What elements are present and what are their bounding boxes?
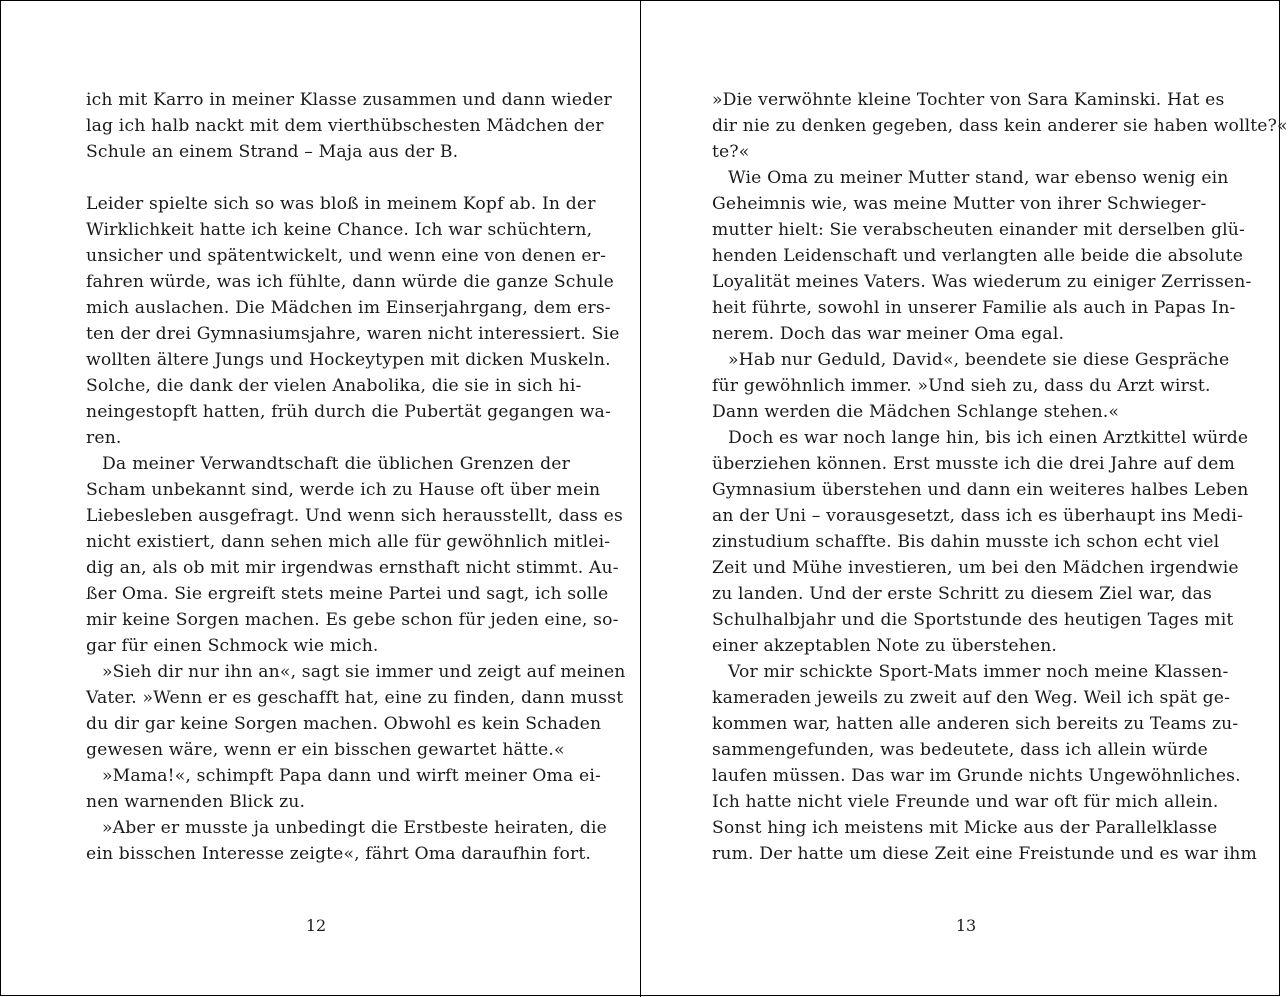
text-line: Zeit und Mühe investieren, um bei den Mädchen irgendwie <box>712 558 1239 578</box>
text-line: Solche, die dank der vielen Anabolika, die sie in sich hi- <box>86 376 582 396</box>
text-line: »Hab nur Geduld, David«, beendete sie diese Gespräche <box>728 350 1230 370</box>
text-line: ein bisschen Interesse zeigte«, fährt Oma daraufhin fort. <box>86 844 592 864</box>
text-line: mutter hielt: Sie verabscheuten einander mit derselben glü- <box>712 220 1245 240</box>
text-line: Leider spielte sich so was bloß in meinem Kopf ab. In der <box>86 194 596 214</box>
text-line: Liebesleben ausgefragt. Und wenn sich herausstellt, dass es <box>86 506 623 526</box>
left-page-number: 12 <box>305 916 327 935</box>
text-line: Vater. »Wenn er es geschafft hat, eine zu finden, dann musst <box>86 688 624 708</box>
text-line: für gewöhnlich immer. »Und sieh zu, dass du Arzt wirst. <box>712 376 1211 396</box>
text-line: Ich hatte nicht viele Freunde und war oft für mich allein. <box>712 792 1219 812</box>
text-line: unsicher und spätentwickelt, und wenn eine von denen er- <box>86 246 607 266</box>
text-line: du dir gar keine Sorgen machen. Obwohl es kein Schaden <box>86 714 602 734</box>
text-line: Dann werden die Mädchen Schlange stehen.« <box>712 402 1120 422</box>
text-line: Vor mir schickte Sport-Mats immer noch meine Klassen- <box>728 662 1229 682</box>
text-line: »Sieh dir nur ihn an«, sagt sie immer und zeigt auf meinen <box>102 662 626 682</box>
text-line: Wie Oma zu meiner Mutter stand, war ebenso wenig ein <box>728 168 1229 188</box>
text-line: Da meiner Verwandtschaft die üblichen Grenzen der <box>102 454 570 474</box>
text-line: Schule an einem Strand – Maja aus der B. <box>86 142 459 162</box>
text-line: rum. Der hatte um diese Zeit eine Freistunde und es war ihm <box>712 844 1257 864</box>
text-line: »Mama!«, schimpft Papa dann und wirft meiner Oma ei- <box>102 766 601 786</box>
text-line: Wirklichkeit hatte ich keine Chance. Ich war schüchtern, <box>86 220 593 240</box>
text-line: sammengefunden, was bedeutete, dass ich allein würde <box>712 740 1208 760</box>
text-line: ten der drei Gymnasiumsjahre, waren nicht interessiert. Sie <box>86 324 620 344</box>
right-page <box>641 1 1288 997</box>
text-line: lag ich halb nackt mit dem vierthübschesten Mädchen der <box>86 116 604 136</box>
text-line: heit führte, sowohl in unserer Familie als auch in Papas In- <box>712 298 1236 318</box>
paragraph-gap <box>86 165 570 191</box>
text-line: kameraden jeweils zu zweit auf den Weg. Weil ich spät ge- <box>712 688 1231 708</box>
text-line: ren. <box>86 428 122 448</box>
text-line: nen warnenden Blick zu. <box>86 792 306 812</box>
text-line: kommen war, hatten alle anderen sich bereits zu Teams zu- <box>712 714 1239 734</box>
text-line: mir keine Sorgen machen. Es gebe schon für jeden eine, so- <box>86 610 619 630</box>
text-line: Geheimnis wie, was meine Mutter von ihrer Schwieger- <box>712 194 1207 214</box>
left-page-text <box>86 87 626 867</box>
text-line: nicht existiert, dann sehen mich alle für gewöhnlich mitlei- <box>86 532 611 552</box>
text-line: henden Leidenschaft und verlangten alle beide die absolute <box>712 246 1244 266</box>
text-line: zu landen. Und der erste Schritt zu diesem Ziel war, das <box>712 584 1212 604</box>
text-line: dig an, als ob mit mir irgendwas ernsthaft nicht stimmt. Au- <box>86 558 619 578</box>
text-line: fahren würde, was ich fühlte, dann würde die ganze Schule <box>86 272 614 292</box>
text-line: »Die verwöhnte kleine Tochter von Sara Kaminski. Hat es <box>712 90 1225 110</box>
text-line: zinstudium schaffte. Bis dahin musste ich schon echt viel <box>712 532 1220 552</box>
text-line: einer akzeptablen Note zu überstehen. <box>712 636 1058 656</box>
text-line: an der Uni – vorausgesetzt, dass ich es überhaupt ins Medi- <box>712 506 1244 526</box>
text-line: nerem. Doch das war meiner Oma egal. <box>712 324 1065 344</box>
text-line: Doch es war noch lange hin, bis ich einen Arztkittel würde <box>728 428 1249 448</box>
text-line: mich auslachen. Die Mädchen im Einserjahrgang, dem ers- <box>86 298 611 318</box>
text-line: Sonst hing ich meistens mit Micke aus der Parallelklasse <box>712 818 1218 838</box>
text-line: Scham unbekannt sind, werde ich zu Hause oft über mein <box>86 480 601 500</box>
text-line: wollten ältere Jungs und Hockeytypen mit dicken Muskeln. <box>86 350 611 370</box>
text-line: laufen müssen. Das war im Grunde nichts Ungewöhnliches. <box>712 766 1241 786</box>
text-line: Schulhalbjahr und die Sportstunde des heutigen Tages mit <box>712 610 1234 630</box>
text-line: ßer Oma. Sie ergreift stets meine Partei und sagt, ich solle <box>86 584 609 604</box>
text-line: ich mit Karro in meiner Klasse zusammen und dann wieder <box>86 90 612 110</box>
text-line: Loyalität meines Vaters. Was wiederum zu einiger Zerrissen- <box>712 272 1252 292</box>
text-line: Gymnasium überstehen und dann ein weiteres halbes Leben <box>712 480 1249 500</box>
text-line: »Aber er musste ja unbedingt die Erstbeste heiraten, die <box>102 818 607 838</box>
right-page-number: 13 <box>955 916 977 935</box>
text-line: te?« <box>712 142 750 162</box>
text-line: neingestopft hatten, früh durch die Pubertät gegangen wa- <box>86 402 611 422</box>
right-page-text <box>712 87 1288 867</box>
text-line: gewesen wäre, wenn er ein bisschen gewartet hätte.« <box>86 740 565 760</box>
text-line: dir nie zu denken gegeben, dass kein anderer sie haben wollte?« <box>712 116 1288 136</box>
left-page <box>1 1 640 997</box>
text-line: gar für einen Schmock wie mich. <box>86 636 379 656</box>
text-line: überziehen können. Erst musste ich die drei Jahre auf dem <box>712 454 1235 474</box>
